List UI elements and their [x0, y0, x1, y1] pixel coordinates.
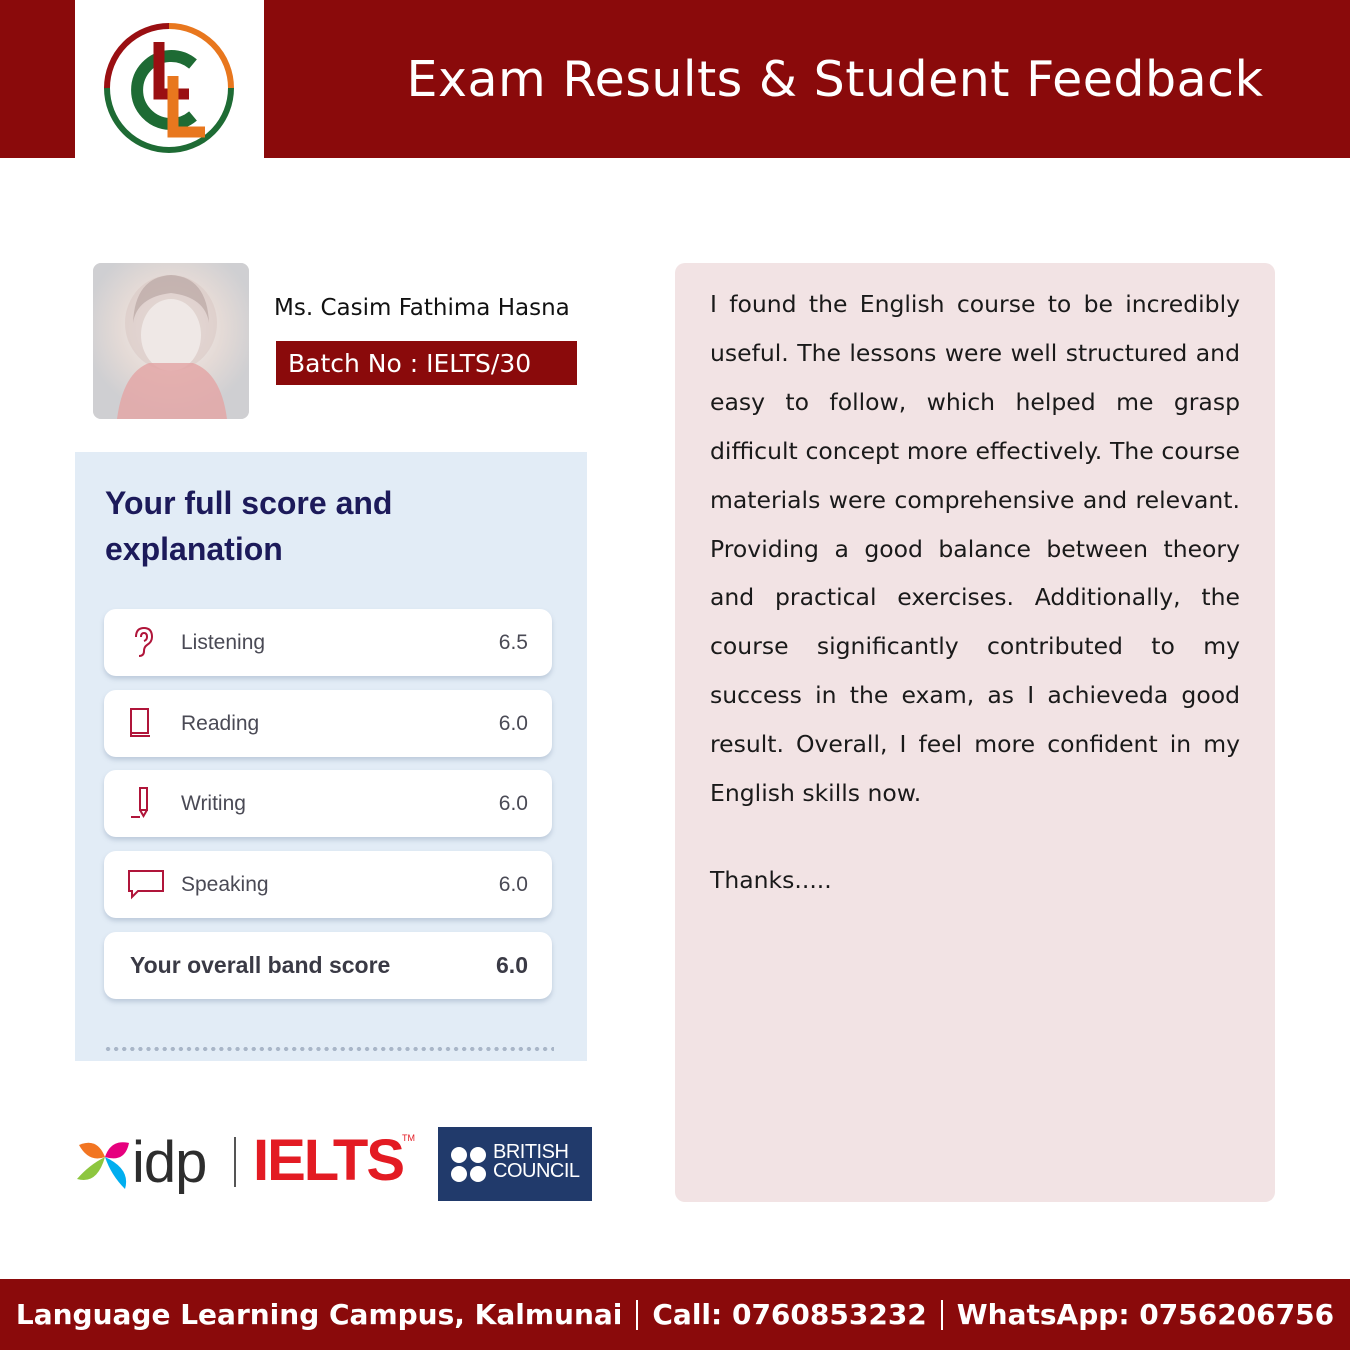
score-value: 6.0: [498, 711, 528, 735]
overall-score-label: Your overall band score: [130, 952, 391, 978]
british-council-logo: [438, 1127, 592, 1201]
score-value: 6.0: [498, 872, 528, 896]
feedback-text: I found the English course to be incredibly useful. The lessons were well structured and easy to follow, which helped me grasp difficult concept more effectively. The course materials were comprehensive and relevant. Providing a good balance between theory and practical exercises. Additionally, the course significantly contributed to my success in the exam, as I achieveda good result. Overall, I feel more confident in my English skills now.: [710, 290, 1240, 808]
ear-icon: [126, 625, 162, 659]
score-label: Reading: [181, 711, 260, 735]
score-value: 6.5: [498, 630, 528, 654]
overall-score-row: [104, 932, 552, 999]
header-bar: [0, 0, 1350, 158]
ielts-trademark: TM: [402, 1133, 415, 1143]
score-row-writing: [104, 770, 552, 837]
ielts-logo-text: IELTS: [253, 1128, 404, 1193]
speech-bubble-icon: [126, 867, 162, 901]
score-panel-title: Your full score and explanation: [105, 485, 393, 567]
score-row-speaking: [104, 851, 552, 918]
student-photo: [93, 263, 249, 419]
footer-separator: [941, 1300, 943, 1330]
logo-separator: [234, 1137, 236, 1187]
feedback-thanks: Thanks.....: [710, 866, 832, 894]
idp-leaf-icon: [75, 1135, 131, 1193]
score-label: Speaking: [181, 872, 269, 896]
idp-logo-text: idp: [132, 1130, 207, 1195]
logo-box: [75, 0, 264, 158]
dotted-divider: [104, 1046, 554, 1052]
british-council-text: [493, 1143, 580, 1181]
british-council-line2: COUNCIL: [493, 1160, 580, 1182]
overall-score-value: 6.0: [496, 952, 528, 978]
footer-call: Call: 0760853232: [652, 1298, 927, 1331]
pen-icon: [126, 786, 162, 820]
british-council-line1: BRITISH: [493, 1141, 569, 1163]
footer-whatsapp: WhatsApp: 0756206756: [956, 1298, 1335, 1331]
score-label: Writing: [181, 791, 246, 815]
feedback-card: [675, 263, 1275, 1202]
british-council-dots-icon: [449, 1146, 489, 1184]
student-name: Ms. Casim Fathima Hasna: [274, 295, 570, 321]
score-panel: [75, 452, 587, 1061]
llc-logo-icon: [101, 20, 237, 156]
score-row-reading: [104, 690, 552, 757]
partner-logos: [75, 1127, 595, 1203]
score-row-listening: [104, 609, 552, 676]
footer-campus: Language Learning Campus, Kalmunai: [15, 1298, 623, 1331]
score-label: Listening: [181, 630, 266, 654]
batch-badge: Batch No : IELTS/30: [276, 341, 577, 385]
footer-separator: [636, 1300, 638, 1330]
page-title: Exam Results & Student Feedback: [406, 50, 1264, 108]
book-icon: [126, 706, 162, 740]
footer-bar: [0, 1279, 1350, 1350]
score-value: 6.0: [498, 791, 528, 815]
student-photo-image: [93, 263, 249, 419]
